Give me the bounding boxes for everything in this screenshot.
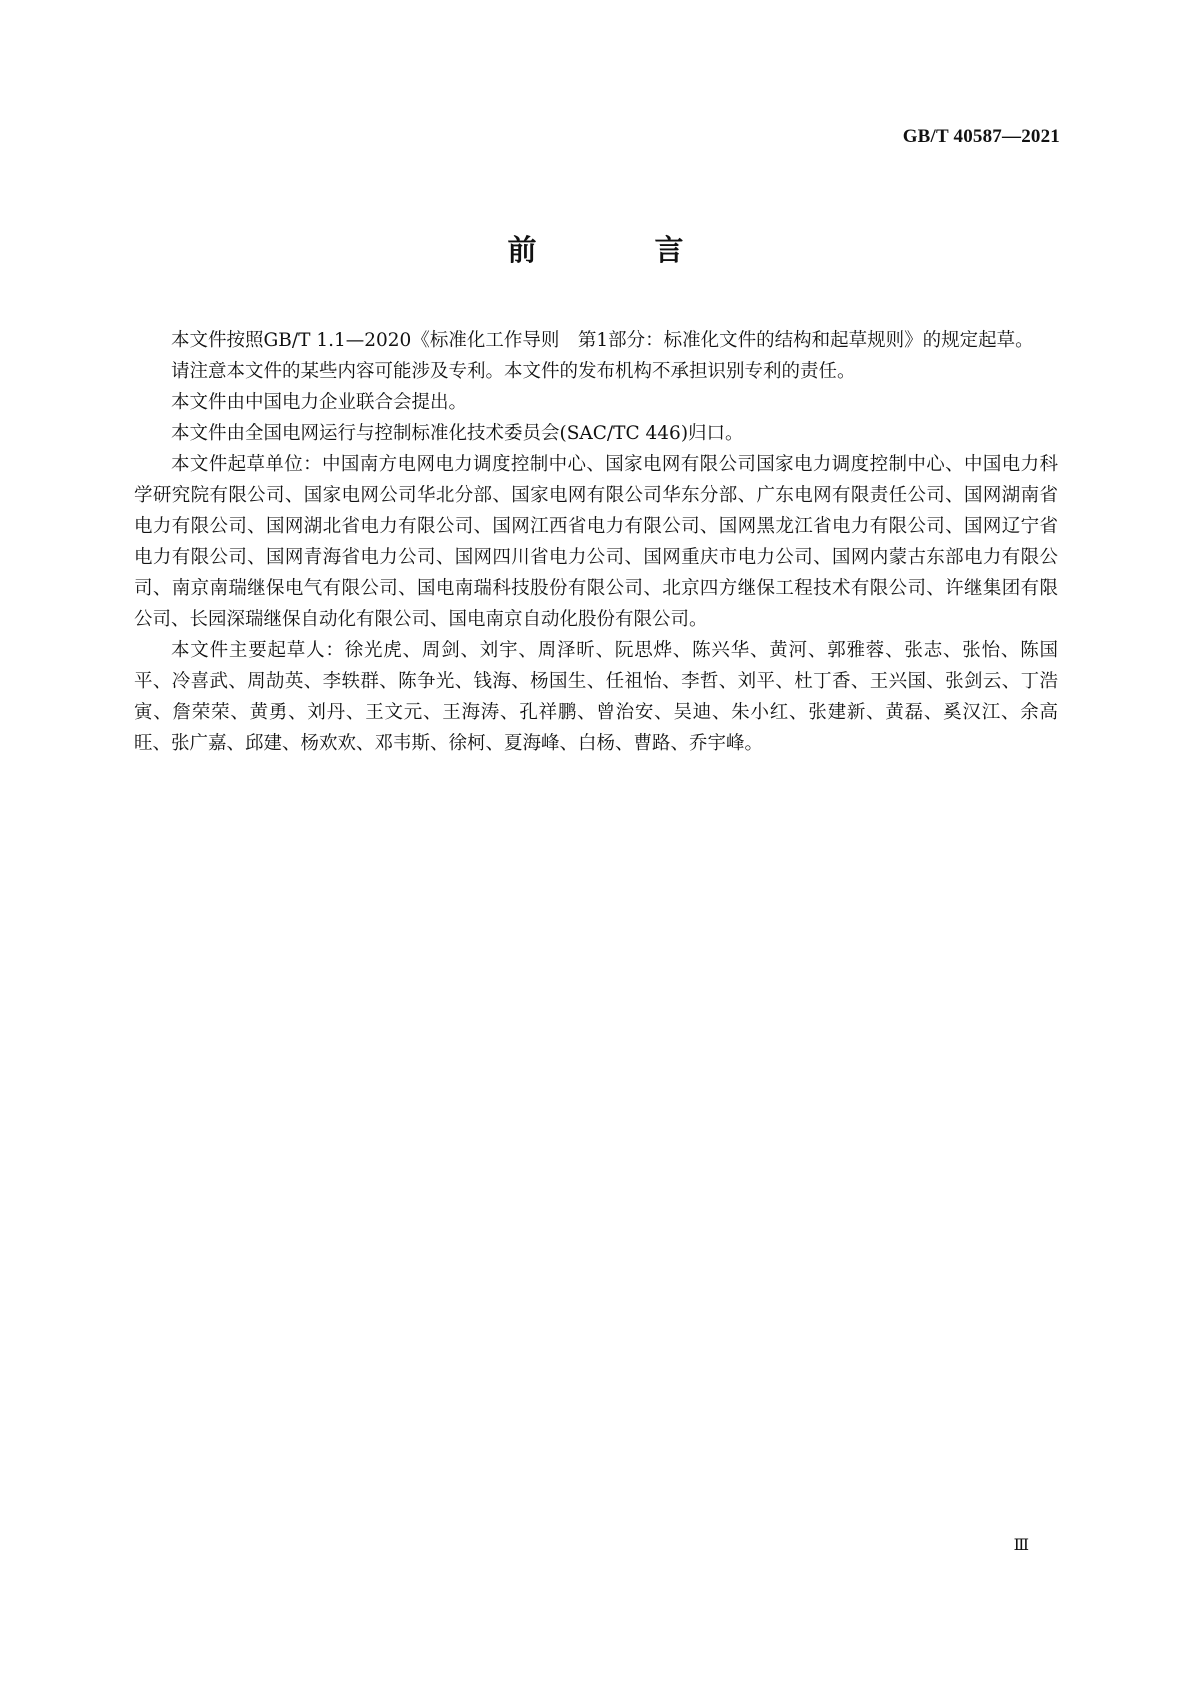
foreword-body xyxy=(134,325,1058,759)
paragraph-proposer: 本文件由中国电力企业联合会提出。 xyxy=(171,392,468,413)
paragraph-drafting-units: 本文件起草单位：中国南方电网电力调度控制中心、国家电网有限公司国家电力调度控制中心、中国电力科学研究院有限公司、国家电网公司华北分部、国家电网有限公司华东分部、广东电网有限责任公司、国网湖南省电力有限公司、国网湖北省电力有限公司、国网江西省电力有限公司、国网黑龙江省电力有限公司、国网辽宁省电力有限公司、国网青海省电力公司、国网四川省电力公司、国网重庆市电力公司、国网内蒙古东部电力有限公司、南京南瑞继保电气有限公司、国电南瑞科技股份有限公司、北京四方继保工程技术有限公司、许继集团有限公司、长园深瑞继保自动化有限公司、国电南京自动化股份有限公司。 xyxy=(134,454,1058,630)
page-number: Ⅲ xyxy=(1013,1537,1029,1554)
paragraph-main-drafters: 本文件主要起草人：徐光虎、周剑、刘宇、周泽昕、阮思烨、陈兴华、黄河、郭雅蓉、张志、张怡、陈国平、冷喜武、周劼英、李轶群、陈争光、钱海、杨国生、任祖怡、李哲、刘平、杜丁香、王兴国、张剑云、丁浩寅、詹荣荣、黄勇、刘丹、王文元、王海涛、孔祥鹏、曾治安、吴迪、朱小红、张建新、黄磊、奚汉江、余高旺、张广嘉、邱建、杨欢欢、邓韦斯、徐柯、夏海峰、白杨、曹路、乔宇峰。 xyxy=(134,640,1058,754)
paragraph-patent-notice: 请注意本文件的某些内容可能涉及专利。本文件的发布机构不承担识别专利的责任。 xyxy=(171,361,856,382)
standard-number: GB/T 40587—2021 xyxy=(902,126,1060,147)
paragraph-administrator: 本文件由全国电网运行与控制标准化技术委员会(SAC/TC 446)归口。 xyxy=(171,423,744,444)
page-title: 前 言 xyxy=(507,233,738,267)
paragraph-drafting-rules: 本文件按照GB/T 1.1—2020《标准化工作导则 第1部分：标准化文件的结构和起草规则》的规定起草。 xyxy=(171,330,1034,351)
